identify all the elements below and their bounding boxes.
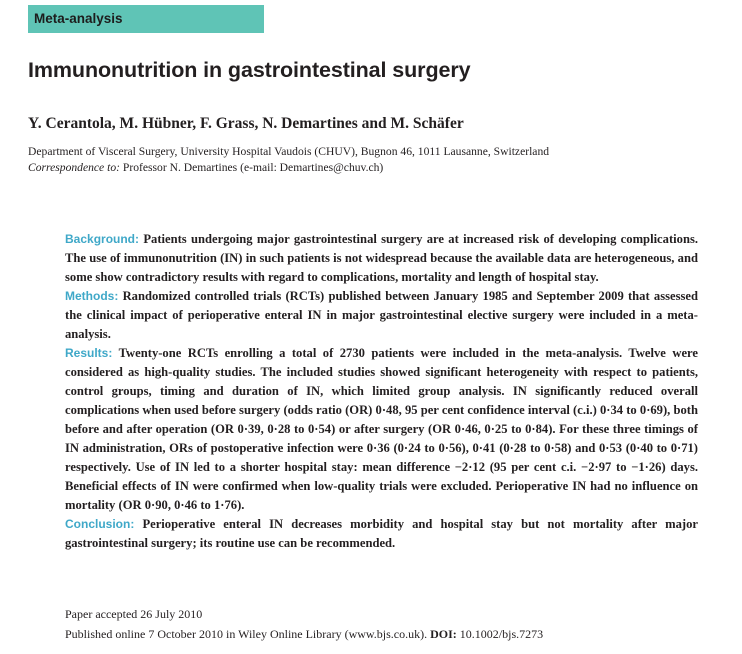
conclusion-heading: Conclusion: bbox=[65, 517, 135, 531]
published-line bbox=[65, 624, 543, 644]
conclusion-text: Perioperative enteral IN decreases morbidity and hospital stay but not mortality after major gastrointestinal surgery; its routine use can be recommended. bbox=[65, 517, 698, 550]
author-list: Y. Cerantola, M. Hübner, F. Grass, N. Demartines and M. Schäfer bbox=[28, 115, 464, 132]
doi-label: DOI: bbox=[430, 627, 457, 641]
publication-info bbox=[65, 604, 543, 644]
methods-heading: Methods: bbox=[65, 289, 119, 303]
abstract-background bbox=[65, 230, 698, 287]
methods-text: Randomized controlled trials (RCTs) published between January 1985 and September 2009 that assessed the clinical impact of perioperative enteral IN in major gastrointestinal elective surgery were included in a meta-analysis. bbox=[65, 289, 699, 341]
results-text: Twenty-one RCTs enrolling a total of 2730 patients were included in the meta-analysis. Twelve were considered as high-quality studies. The included studies showed significant heterogeneity with respect to patients, control groups, timing and duration of IN, which limited group analysis. IN significantly reduced overall complications when used before surgery (odds ratio (OR) 0·48, 95 per cent confidence interval (c.i.) 0·34 to 0·69), both before and after operation (OR 0·39, 0·28 to 0·54) or after surgery (OR 0·46, 0·25 to 0·84). For these three timings of IN administration, ORs of postoperative infection were 0·36 (0·24 to 0·56), 0·41 (0·28 to 0·58) and 0·53 (0·40 to 0·71) respectively. Use of IN led to a shorter hospital stay: mean difference −2·12 (95 per cent c.i. −2·97 to −1·26) days. Beneficial effects of IN were confirmed when low-quality trials were excluded. Perioperative IN had no influence on mortality (OR 0·90, 0·46 to 1·76). bbox=[65, 346, 698, 512]
background-heading: Background: bbox=[65, 232, 140, 246]
section-tag: Meta-analysis bbox=[28, 5, 264, 33]
abstract-results bbox=[65, 344, 698, 515]
correspondence-label: Correspondence to: bbox=[28, 161, 120, 174]
background-text: Patients undergoing major gastrointestinal surgery are at increased risk of developing complications. The use of immunonutrition (IN) in such patients is not widespread because the available data are heterogeneous, and some show contradictory results with regard to complications, mortality and length of hospital stay. bbox=[65, 232, 698, 284]
abstract-methods bbox=[65, 287, 698, 344]
published-text: Published online 7 October 2010 in Wiley Online Library (www.bjs.co.uk). bbox=[65, 627, 428, 641]
department-line: Department of Visceral Surgery, University Hospital Vaudois (CHUV), Bugnon 46, 1011 Lausanne, Switzerland bbox=[28, 145, 550, 158]
correspondence-line bbox=[28, 160, 549, 176]
accepted-date: Paper accepted 26 July 2010 bbox=[65, 607, 203, 621]
affiliation-block bbox=[28, 144, 549, 176]
correspondence-text: Professor N. Demartines (e-mail: Demartines@chuv.ch) bbox=[122, 161, 384, 174]
article-title: Immunonutrition in gastrointestinal surgery bbox=[28, 58, 471, 82]
abstract-conclusion bbox=[65, 515, 698, 553]
results-heading: Results: bbox=[65, 346, 113, 360]
doi-value[interactable]: 10.1002/bjs.7273 bbox=[459, 627, 544, 641]
abstract bbox=[65, 230, 698, 553]
